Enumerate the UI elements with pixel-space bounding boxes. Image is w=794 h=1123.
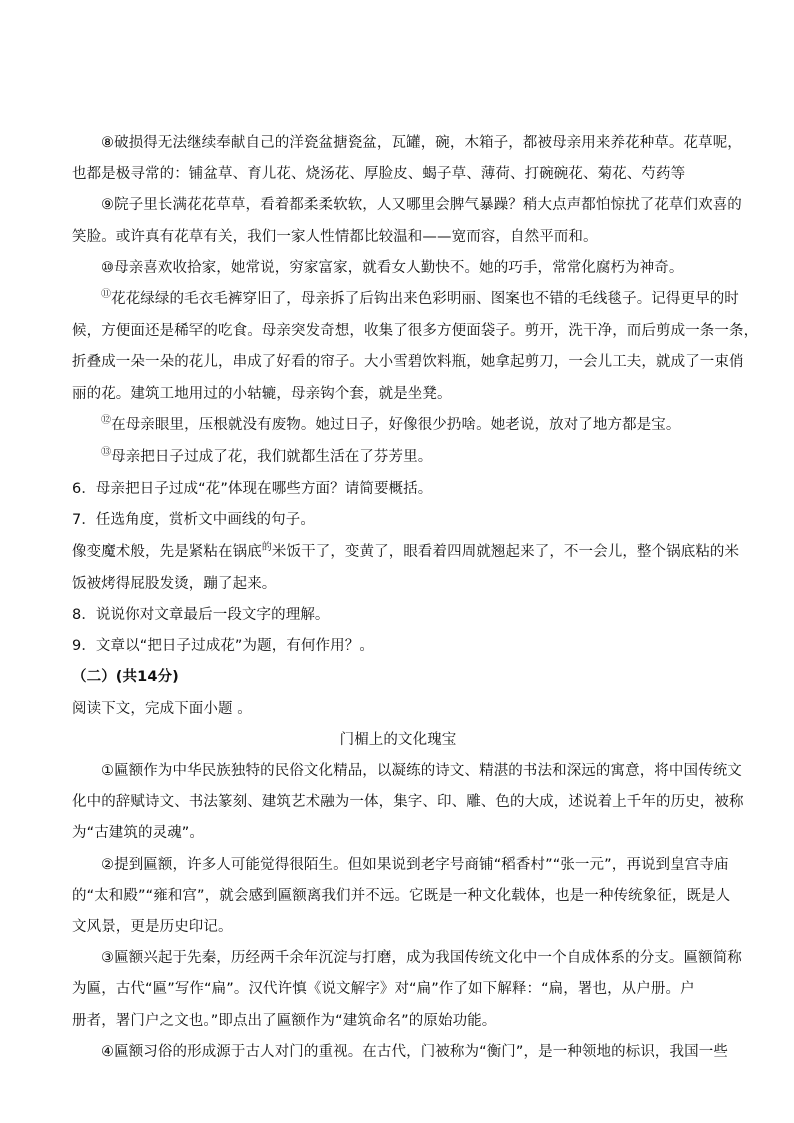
s2-p1-line-2: 化中的辞赋诗文、书法篆刻、建筑艺术融为一体，集字、印、雕、色的大成，述说着上千年的历史，被称 <box>72 794 744 811</box>
p8-line-1: ⑧破损得无法继续奉献自己的洋瓷盆搪瓷盆，瓦罐，碗，木箱子，都被母亲用来养花种草。花草呢， <box>101 135 742 151</box>
question-7-quote-line-1 <box>72 537 740 569</box>
p12-line-1 <box>72 410 724 442</box>
section-2-instruction: 阅读下文，完成下面小题 。 <box>72 700 252 717</box>
s2-p2-line-3: 文风景，更是历史印记。 <box>72 919 233 936</box>
quote-superscript: 的 <box>261 541 272 553</box>
p11-line-3: 折叠成一朵一朵的花儿，串成了好看的帘子。大小雪碧饮料瓶，她拿起剪刀，一会儿工夫，就成了一束俏 <box>72 354 744 371</box>
question-6: 6．母亲把日子过成“花”体现在哪些方面？请简要概括。 <box>72 481 433 498</box>
s2-p4-line-1: ④匾额习俗的形成源于古人对门的重视。在古代，门被称为“衡门”，是一种领地的标识，我国一些 <box>101 1043 728 1060</box>
p8-line-2: 也都是极寻常的：铺盆草、育儿花、烧汤花、厚脸皮、蝎子草、薄荷、打碗碗花、菊花、芍药等 <box>72 166 686 183</box>
s2-p1-line-1: ①匾额作为中华民族独特的民俗文化精品，以凝练的诗文、精湛的书法和深远的寓意，将中国传统文 <box>101 763 742 780</box>
p12-number: ⑫ <box>101 414 112 426</box>
s2-p2-line-2: 的“太和殿”“雍和宫”，就会感到匾额离我们并不远。它既是一种文化载体，也是一种传统象征，既是人 <box>72 887 731 904</box>
p13-line-1 <box>72 442 724 474</box>
p11-number: ⑪ <box>101 289 112 301</box>
s2-p1-line-3: 为“古建筑的灵魂”。 <box>72 825 205 842</box>
s2-p3-line-2: 为匾，古代“匾”写作“扁”。汉代许慎《说文解字》对“扁”作了如下解释：“扁，署也，从户册。户 <box>72 981 695 998</box>
question-9: 9．文章以“把日子过成花”为题，有何作用？。 <box>72 638 374 655</box>
p11-line-4: 丽的花。建筑工地用过的小轱辘，母亲钩个套，就是坐凳。 <box>72 385 452 402</box>
p10-line-1: ⑩母亲喜欢收拾家，她常说，穷家富家，就看女人勤快不。她的巧手，常常化腐朽为神奇。 <box>101 259 684 276</box>
document-page <box>72 128 759 1068</box>
p11-text: 花花绿绿的毛衣毛裤穿旧了，母亲拆了后钩出来色彩明丽、图案也不错的毛线毯子。记得更早的时 <box>111 291 739 308</box>
p9-line-1: ⑨院子里长满花花草草，看着都柔柔软软，人又哪里会脾气暴躁？稍大点声都怕惊扰了花草们欢喜的 <box>101 197 742 214</box>
article-title: 门楣上的文化瑰宝 <box>339 731 457 748</box>
p9-line-2: 笑脸。或许真有花草有关，我们一家人性情都比较温和——宽而容，自然平而和。 <box>72 228 598 245</box>
section-2-heading: （二）(共14分) <box>72 669 179 686</box>
quote-part-b: 米饭干了，变黄了，眼看着四周就翘起来了，不一会儿，整个锅底粘的米 <box>271 543 740 560</box>
question-8: 8．说说你对文章最后一段文字的理解。 <box>72 607 330 624</box>
p13-text: 母亲把日子过成了花，我们就都生活在了芬芳里。 <box>111 449 433 466</box>
question-7: 7．任选角度，赏析文中画线的句子。 <box>72 512 315 529</box>
question-7-quote-line-2: 饭被烤得屁股发烫，蹦了起来。 <box>72 575 277 592</box>
s2-p2-line-1: ②提到匾额，许多人可能觉得很陌生。但如果说到老字号商铺“稻香村”“张一元”，再说到皇宫寺庙 <box>101 856 729 873</box>
s2-p3-line-1: ③匾额兴起于先秦，历经两千余年沉淀与打磨，成为我国传统文化中一个自成体系的分支。匾额简称 <box>101 950 742 967</box>
p12-text: 在母亲眼里，压根就没有废物。她过日子，好像很少扔啥。她老说，放对了地方都是宝。 <box>111 416 681 433</box>
p11-line-1 <box>72 284 739 316</box>
quote-part-a: 像变魔术般，先是紧粘在锅底 <box>72 543 262 560</box>
p13-number: ⑬ <box>101 447 112 459</box>
p11-line-2: 候，方便面还是稀罕的吃食。母亲突发奇想，收集了很多方便面袋子。剪开，洗干净，而后剪成一条一条， <box>72 323 759 340</box>
s2-p3-line-3: 册者，署门户之文也。”即点出了匾额作为“建筑命名”的原始功能。 <box>72 1012 497 1029</box>
